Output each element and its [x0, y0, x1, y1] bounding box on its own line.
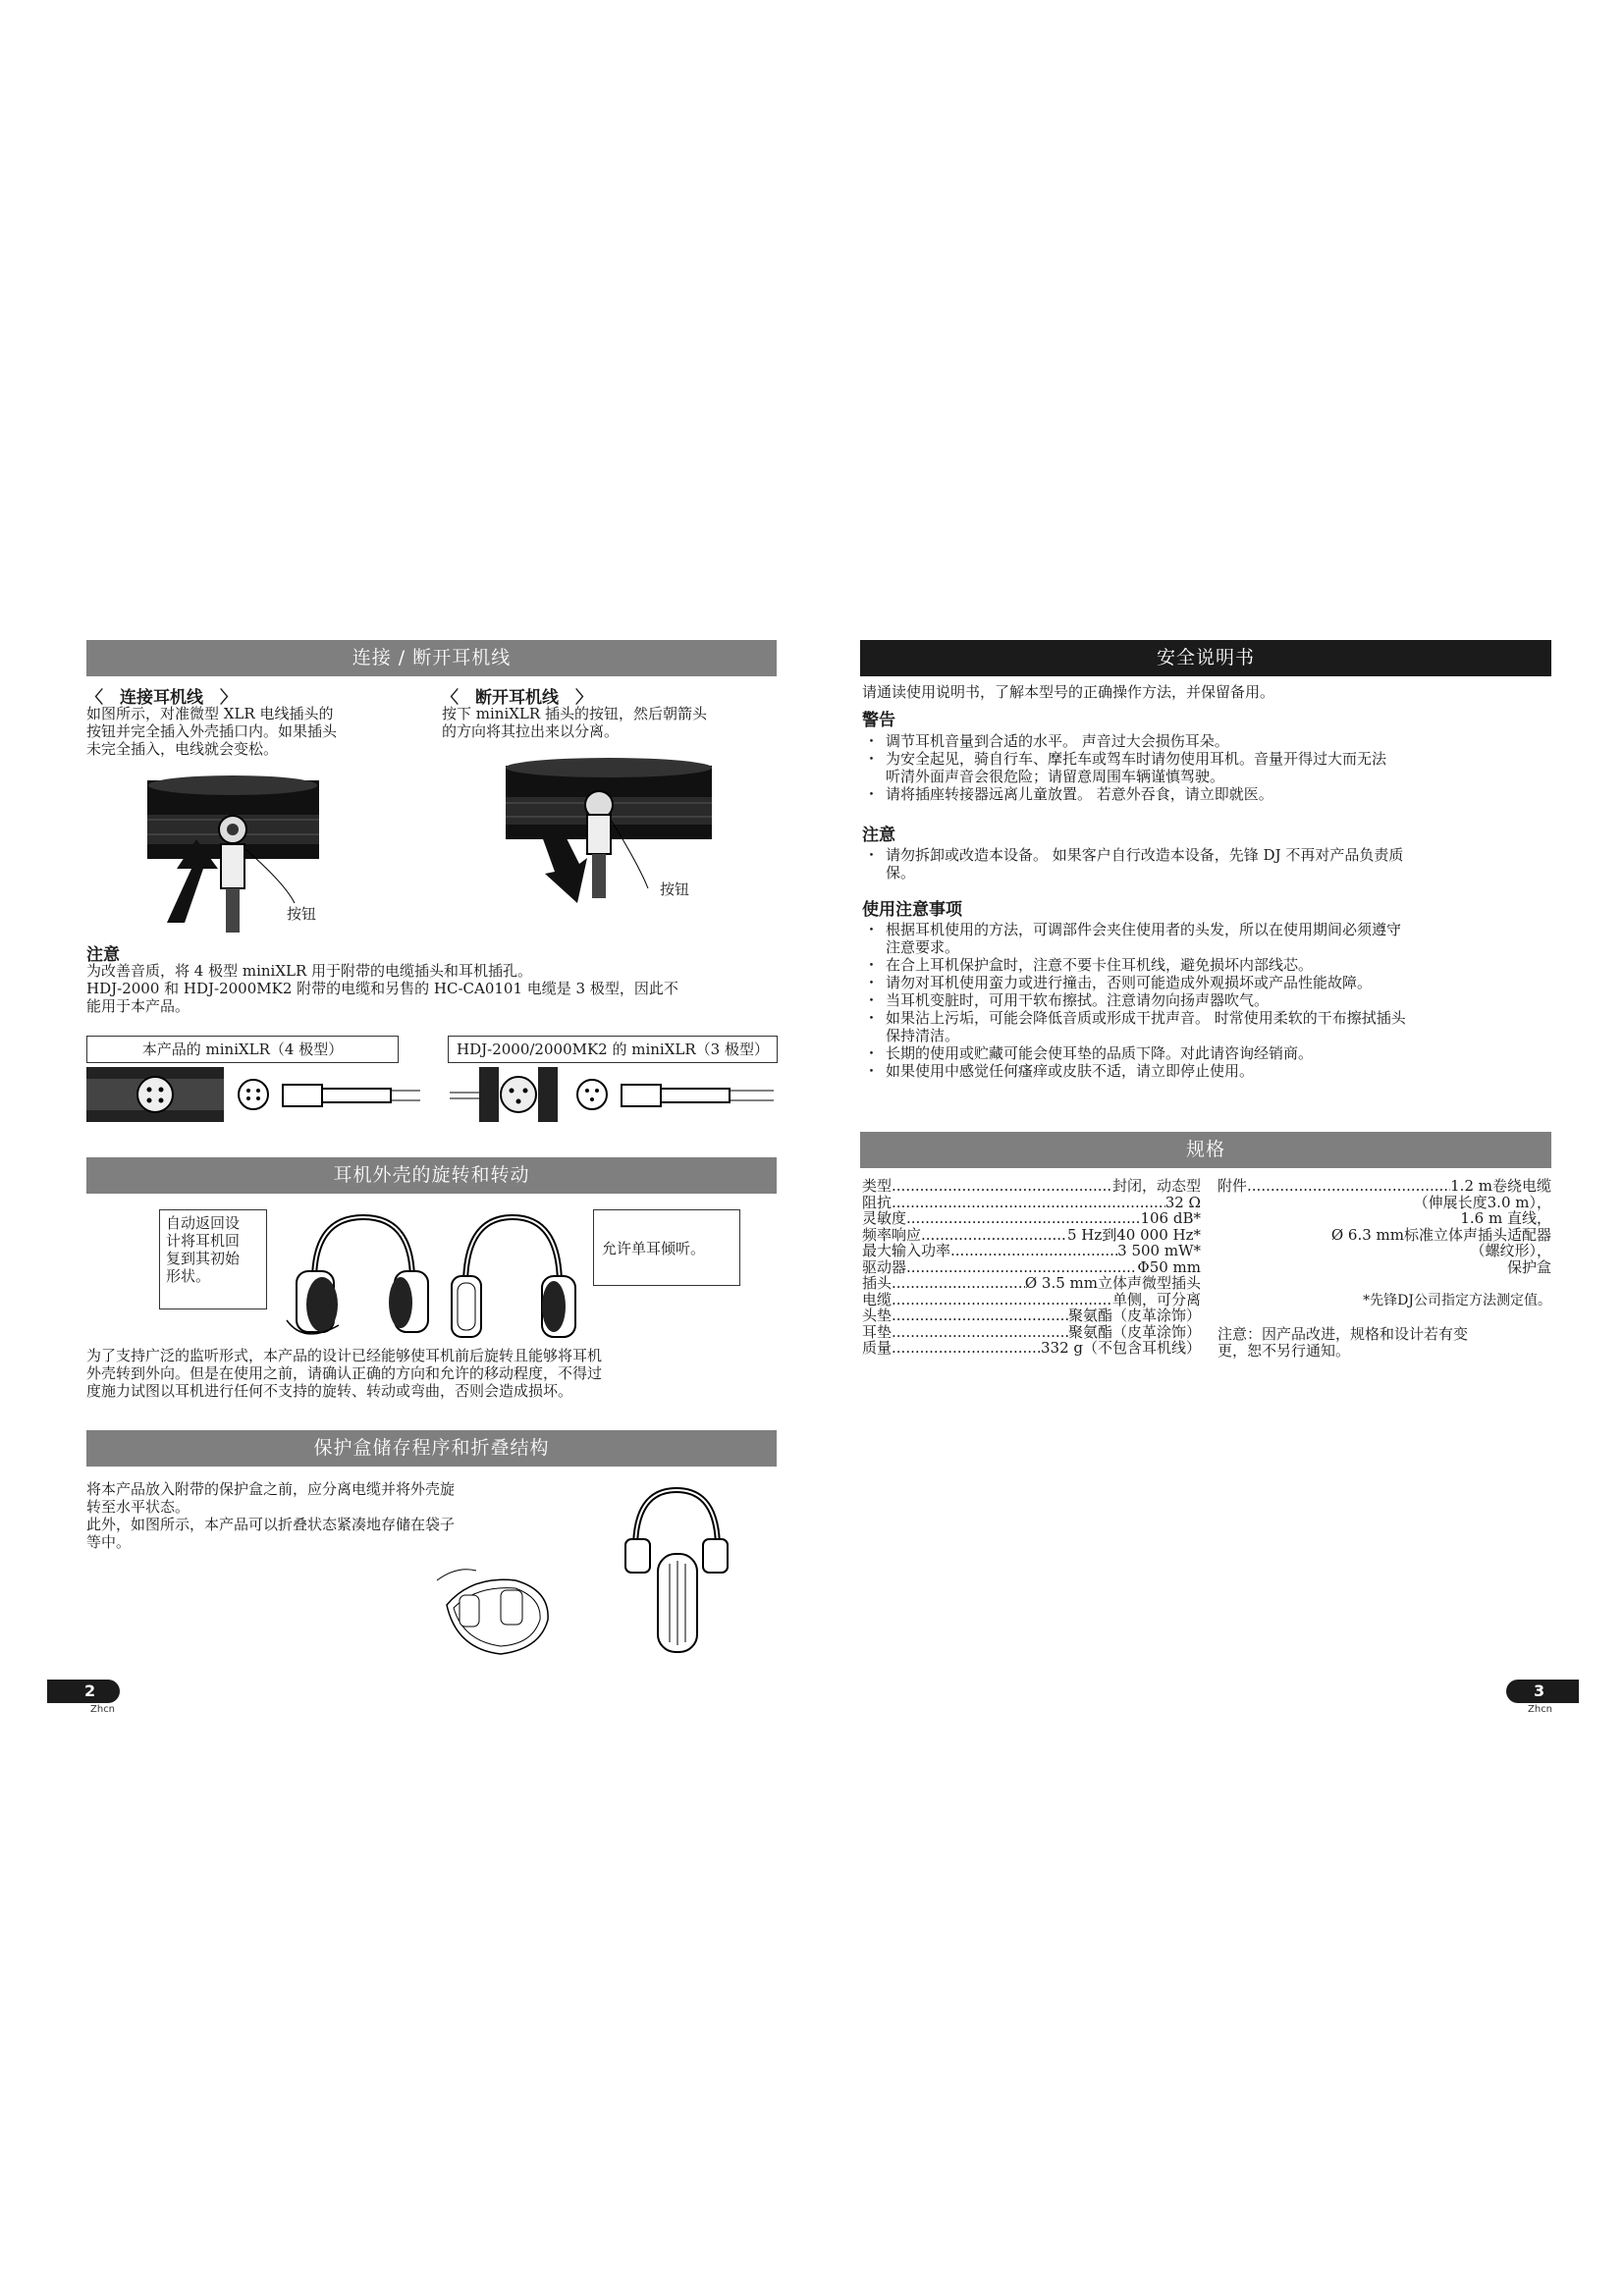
usage-item: ・ 长期的使用或贮藏可能会使耳垫的品质下降。对此请咨询经销商。: [864, 1044, 1314, 1062]
caution-item: ・ 请勿拆卸或改造本设备。 如果客户自行改造本设备，先锋 DJ 不再对产品负责质 保。: [864, 846, 1404, 881]
callout-single-ear: 允许单耳倾听。: [593, 1209, 740, 1286]
section-header-storage: 保护盒储存程序和折叠结构: [86, 1430, 777, 1467]
callout-auto-return: 自动返回设 计将耳机回 复到其初始 形状。: [159, 1209, 267, 1309]
spec-row-frequency: 频率响应 ..... 5 Hz到40 000 Hz*: [862, 1227, 1201, 1244]
headphone-rotate-illustration: [285, 1202, 432, 1350]
safety-intro: 请通读使用说明书，了解本型号的正确操作方法，并保留备用。: [862, 683, 1275, 701]
warning-list: [862, 732, 1551, 803]
connect-text: 如图所示，对准微型 XLR 电线插头的 按钮并完全插入外壳插口内。如果插头 未完全插入，电线就会变松。: [86, 705, 338, 758]
usage-item: ・ 如果使用中感觉任何瘙痒或皮肤不适，请立即停止使用。: [864, 1062, 1255, 1080]
case-illustration: [432, 1551, 569, 1659]
note-heading: 注意: [86, 945, 120, 965]
caution-heading: 注意: [862, 826, 895, 845]
spec-row-ear-pad: 耳垫 ..... 聚氨酯（皮革涂饰）: [862, 1324, 1201, 1341]
usage-item: ・ 当耳机变脏时，可用干软布擦拭。注意请勿向扬声器吹气。: [864, 991, 1270, 1009]
accessories-details: （伸展长度3.0 m）， 1.6 m 直线， Ø 6.3 mm标准立体声插头适配器 （螺纹形）， 保护盒: [1330, 1193, 1551, 1276]
note-text: 为改善音质，将 4 极型 miniXLR 用于附带的电缆插头和耳机插孔。 HDJ-2000 和 HDJ-2000MK2 附带的电缆和另售的 HC-CA0101 电缆是 3 极型，因此不 能用于本产品。: [86, 962, 678, 1015]
connector-illustrations: [86, 1065, 779, 1126]
accessories: [1218, 1178, 1551, 1360]
warning-item: ・ 为安全起见，骑自行车、摩托车或驾车时请勿使用耳机。音量开得过大而无法 听清外面声音会很危险；请留意周围车辆谨慎驾驶。: [864, 750, 1387, 785]
storage-text: 将本产品放入附带的保护盒之前，应分离电缆并将外壳旋 转至水平状态。 此外，如图所示，本产品可以折叠状态紧凑地存储在袋子 等中。: [86, 1480, 456, 1551]
spec-row-cable: 电缆 ..... 单侧，可分离: [862, 1292, 1201, 1308]
section-header-rotate: 耳机外壳的旋转和转动: [86, 1157, 777, 1194]
spec-row-max-input: 最大输入功率 ..... 3 500 mW*: [862, 1243, 1201, 1259]
headphone-single-ear-illustration: [444, 1202, 581, 1350]
spec-table: [862, 1178, 1201, 1357]
spec-footnote: *先锋DJ公司指定方法测定值。: [1363, 1293, 1551, 1308]
warning-item: ・ 调节耳机音量到合适的水平。 声音过大会损伤耳朵。: [864, 732, 1229, 750]
page-number-left: 2: [47, 1680, 120, 1703]
section-header-specs: 规格: [860, 1132, 1551, 1168]
caution-list: [862, 846, 1551, 881]
usage-item: ・ 如果沾上污垢，可能会降低音质或形成干扰声音。 时常使用柔软的干布擦拭插头 保持清洁。: [864, 1009, 1406, 1044]
usage-list: [862, 921, 1551, 1080]
spec-row-accessories: 附件 ..... 1.2 m卷绕电缆: [1218, 1178, 1551, 1195]
button-label-connect: 按钮: [287, 905, 317, 923]
usage-heading: 使用注意事项: [862, 900, 962, 920]
warning-heading: 警告: [862, 711, 895, 730]
page-lang-left: Zhcn: [90, 1704, 116, 1715]
page-lang-right: Zhcn: [1528, 1704, 1553, 1715]
xlr3-label: HDJ-2000/2000MK2 的 miniXLR（3 极型）: [448, 1036, 778, 1063]
warning-item: ・ 请将插座转接器远离儿童放置。 若意外吞食，请立即就医。: [864, 785, 1273, 803]
disconnect-illustration: [501, 756, 727, 923]
disconnect-heading: 〈 断开耳机线 〉: [442, 688, 592, 708]
connect-illustration: [137, 775, 363, 937]
usage-item: ・ 在合上耳机保护盒时，注意不要卡住耳机线，避免损坏内部线芯。: [864, 956, 1314, 974]
spec-row-impedance: 阻抗 ..... 32 Ω: [862, 1195, 1201, 1211]
spec-row-plug: 插头 ..... Ø 3.5 mm立体声微型插头: [862, 1275, 1201, 1292]
spec-row-type: 类型 ..... 封闭，动态型: [862, 1178, 1201, 1195]
xlr4-label: 本产品的 miniXLR（4 极型）: [86, 1036, 399, 1063]
usage-item: ・ 请勿对耳机使用蛮力或进行撞击，否则可能造成外观损坏或产品性能故障。: [864, 974, 1373, 991]
usage-item: ・ 根据耳机使用的方法，可调部件会夹住使用者的头发，所以在使用期间必须遵守 注意要求。: [864, 921, 1402, 956]
section-header-safety: 安全说明书: [860, 640, 1551, 676]
disconnect-text: 按下 miniXLR 插头的按钮，然后朝箭头 的方向将其拉出来以分离。: [442, 705, 707, 740]
spec-row-weight: 质量 ..... 332 g（不包含耳机线）: [862, 1340, 1201, 1357]
button-label-disconnect: 按钮: [660, 881, 690, 898]
spec-row-driver: 驱动器 ..... Φ50 mm: [862, 1259, 1201, 1276]
spec-row-headband-pad: 头垫 ..... 聚氨酯（皮革涂饰）: [862, 1308, 1201, 1324]
page-number-right: 3: [1506, 1680, 1579, 1703]
spec-notice: 注意：因产品改进，规格和设计若有变 更，恕不另行通知。: [1218, 1325, 1469, 1360]
spec-row-sensitivity: 灵敏度 ..... 106 dB*: [862, 1210, 1201, 1227]
section-header-connect: 连接 / 断开耳机线: [86, 640, 777, 676]
connect-heading: 〈 连接耳机线 〉: [86, 688, 237, 708]
folded-headphone-illustration: [621, 1480, 733, 1657]
rotate-text: 为了支持广泛的监听形式，本产品的设计已经能够使耳机前后旋转且能够将耳机 外壳转到外向。但是在使用之前，请确认正确的方向和允许的移动程度，不得过 度施力试图以耳机进行任何不支持的旋转、转动或弯曲，否则会造成损坏。: [86, 1347, 603, 1400]
